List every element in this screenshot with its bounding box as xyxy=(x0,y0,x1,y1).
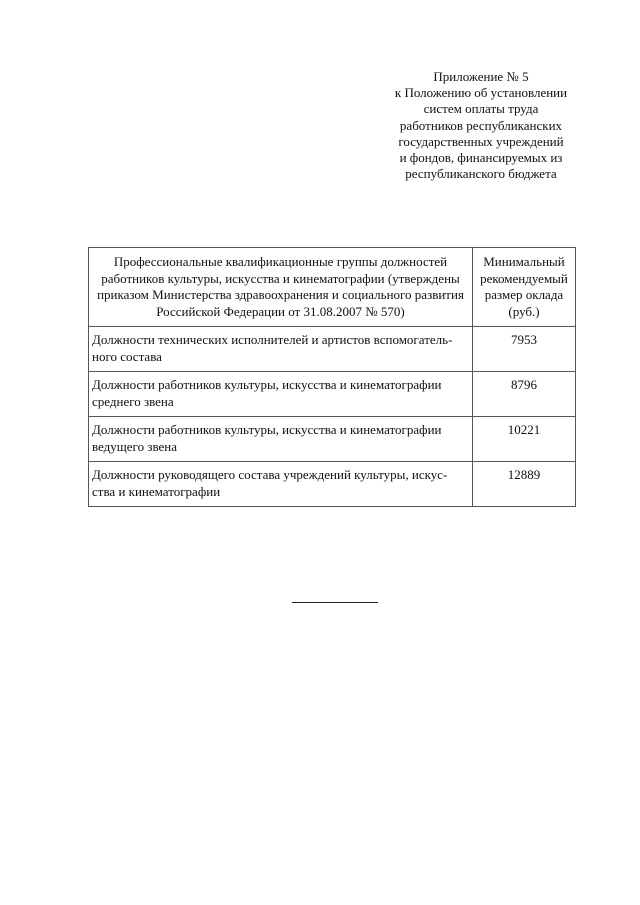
salary-cell: 8796 xyxy=(473,372,576,417)
table-row xyxy=(89,372,576,417)
salary-cell: 7953 xyxy=(473,327,576,372)
header-line: (руб.) xyxy=(508,303,540,319)
group-name-cell xyxy=(89,372,473,417)
group-name-cell xyxy=(89,462,473,507)
salary-cell: 10221 xyxy=(473,417,576,462)
group-name-line: Должности работников культуры, искусства и кинематографии xyxy=(92,422,442,437)
header-line: Российской Федерации от 31.08.2007 № 570) xyxy=(156,303,405,319)
group-name-line: среднего звена xyxy=(92,393,174,409)
closing-divider xyxy=(292,602,378,603)
table-row xyxy=(89,462,576,507)
table-row xyxy=(89,327,576,372)
header-line: работников культуры, искусства и кинематографии (утверждены xyxy=(101,270,460,286)
group-name-cell xyxy=(89,327,473,372)
group-name-line: ного состава xyxy=(92,348,162,364)
appendix-line: систем оплаты труда xyxy=(423,101,539,117)
table-header-row xyxy=(89,248,576,327)
header-line: размер оклада xyxy=(484,287,564,302)
group-name-line: ства и кинематографии xyxy=(92,483,221,499)
appendix-line: и фондов, финансируемых из xyxy=(399,150,563,166)
group-name-line: ведущего звена xyxy=(92,438,178,454)
header-minimum-salary xyxy=(473,248,576,327)
group-name-line: Должности технических исполнителей и артистов вспомогатель- xyxy=(92,332,453,347)
header-line: рекомендуемый xyxy=(480,270,568,286)
appendix-line: республиканского бюджета xyxy=(405,166,557,182)
appendix-line: государственных учреждений xyxy=(398,133,564,149)
appendix-line: к Положению об установлении xyxy=(394,85,568,101)
header-line: Профессиональные квалификационные группы должностей xyxy=(113,254,448,269)
group-name-cell xyxy=(89,417,473,462)
group-name-line: Должности руководящего состава учреждений культуры, искус- xyxy=(92,467,448,482)
table-row xyxy=(89,417,576,462)
salary-table xyxy=(88,247,576,507)
group-name-line: Должности работников культуры, искусства и кинематографии xyxy=(92,377,442,392)
header-line: Минимальный xyxy=(483,254,565,269)
appendix-line: работников республиканских xyxy=(399,117,563,133)
appendix-title: Приложение № 5 xyxy=(433,69,529,84)
appendix-reference xyxy=(372,69,590,182)
header-line: приказом Министерства здравоохранения и социального развития xyxy=(97,287,464,302)
salary-cell: 12889 xyxy=(473,462,576,507)
header-qualification-groups xyxy=(89,248,473,327)
